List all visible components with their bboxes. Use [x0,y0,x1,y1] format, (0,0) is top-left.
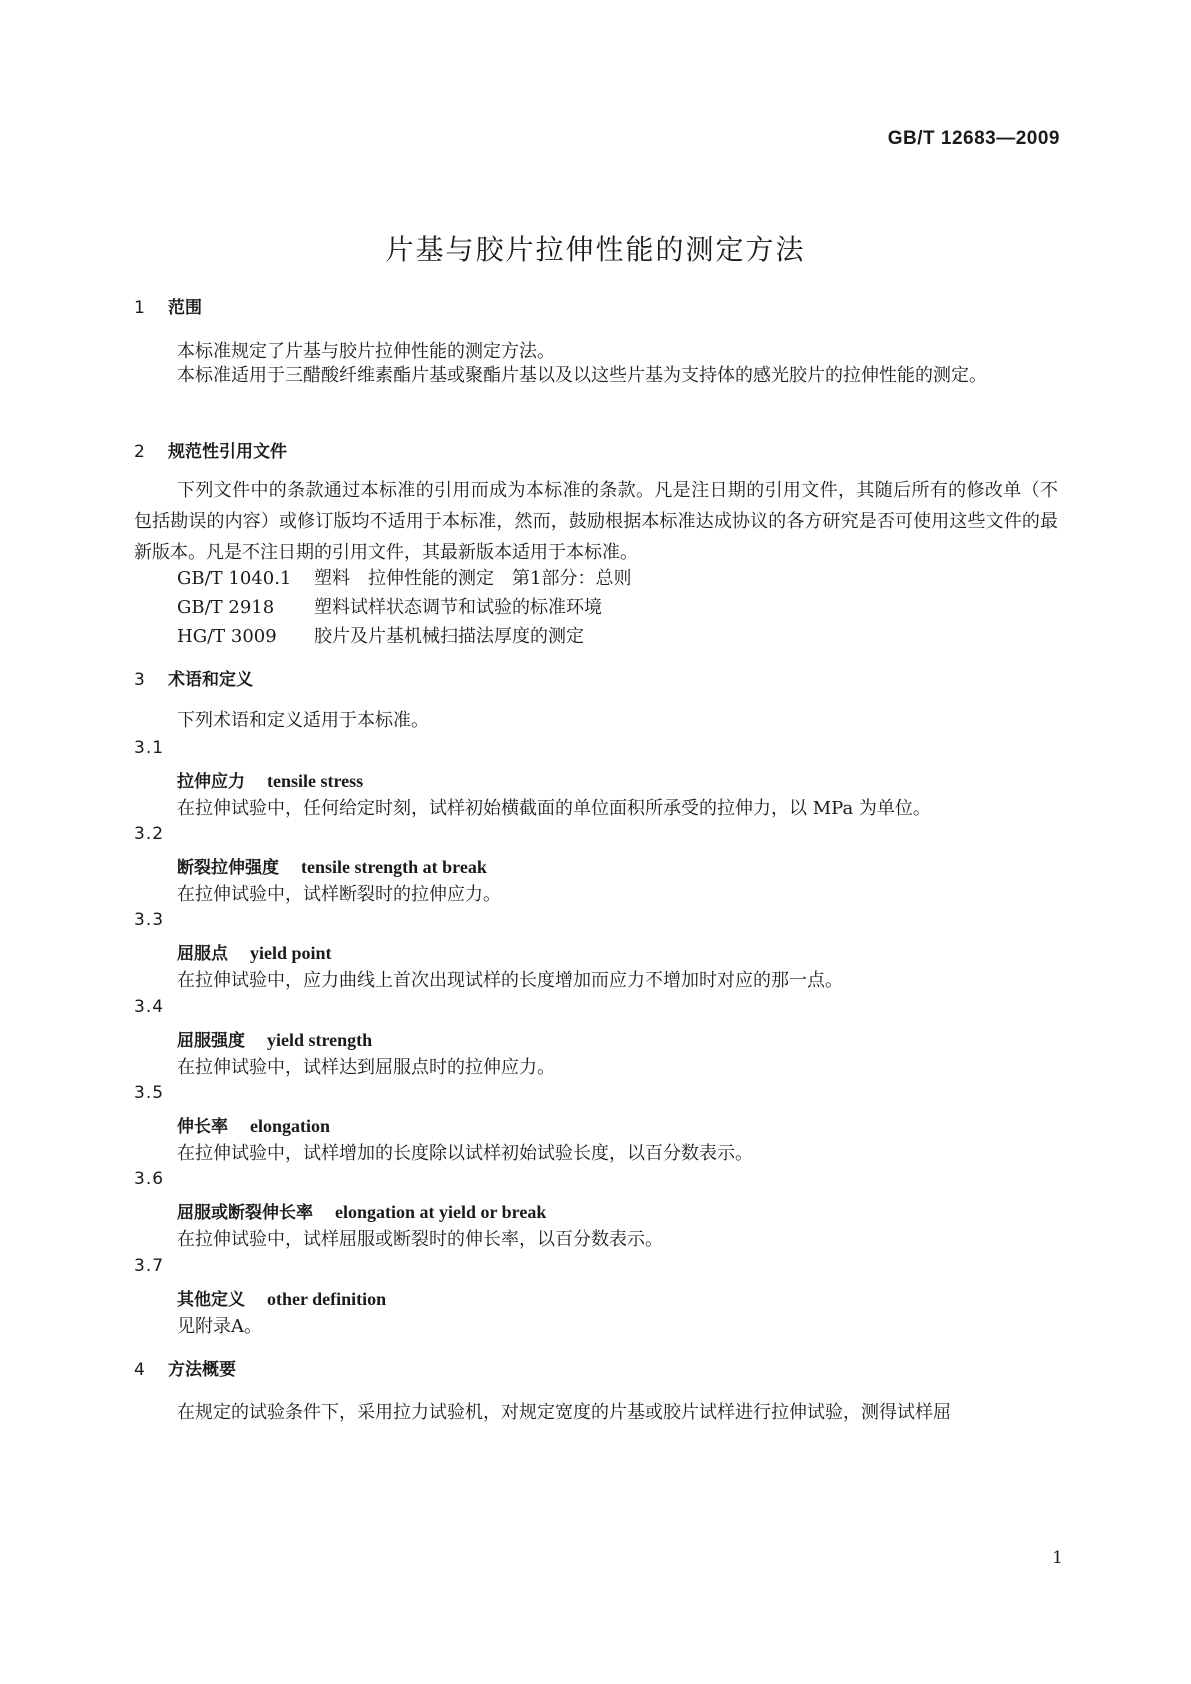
term-zh: 屈服或断裂伸长率 [177,1203,313,1223]
term-heading [177,939,332,964]
term-en: tensile strength at break [301,857,487,877]
reference-title: 胶片及片基机械扫描法厚度的测定 [314,626,584,647]
term-zh: 伸长率 [177,1117,228,1137]
term-zh: 屈服点 [177,944,228,964]
section-2-heading [134,437,287,462]
scope-paragraph-2: 本标准适用于三醋酸纤维素酯片基或聚酯片基以及以这些片基为支持体的感光胶片的拉伸性能的测定。 [177,365,987,386]
section-title: 范围 [168,298,202,318]
document-title: 片基与胶片拉伸性能的测定方法 [385,233,806,266]
term-number: 3.1 [134,738,165,758]
term-heading [177,1198,546,1223]
normative-intro: 下列文件中的条款通过本标准的引用而成为本标准的条款。凡是注日期的引用文件，其随后所有的修改单（不包括勘误的内容）或修订版均不适用于本标准，然而，鼓励根据本标准达成协议的各方研究是否可使用这些文件的最新版本。凡是不注日期的引用文件，其最新版本适用于本标准。 [134,480,1058,563]
term-en: elongation at yield or break [335,1202,547,1222]
term-definition: 在拉伸试验中，任何给定时刻，试样初始横截面的单位面积所承受的拉伸力，以 MPa 为单位。 [177,798,931,819]
section-title: 术语和定义 [168,670,253,690]
reference-item [177,622,584,648]
term-number: 3.7 [134,1256,165,1276]
term-number: 3.6 [134,1169,165,1189]
term-heading [177,1112,330,1137]
section-4-heading [134,1355,236,1380]
reference-item [177,564,631,590]
term-zh: 其他定义 [177,1290,245,1310]
reference-title: 塑料 拉伸性能的测定 第1部分：总则 [314,568,632,589]
section-number: 2 [134,442,145,462]
term-heading [177,767,363,792]
term-definition: 见附录A。 [177,1316,262,1337]
term-number: 3.4 [134,997,165,1017]
term-zh: 拉伸应力 [177,772,245,792]
term-number: 3.2 [134,824,165,844]
page-number: 1 [1052,1548,1063,1568]
section-1-heading [134,293,202,318]
reference-code: GB/T 1040.1 [177,568,292,589]
term-en: yield point [250,943,332,963]
term-number: 3.3 [134,910,165,930]
reference-code: GB/T 2918 [177,597,275,618]
term-en: yield strength [267,1030,373,1050]
term-definition: 在拉伸试验中，应力曲线上首次出现试样的长度增加而应力不增加时对应的那一点。 [177,970,843,991]
section-title: 规范性引用文件 [168,442,287,462]
term-definition: 在拉伸试验中，试样断裂时的拉伸应力。 [177,884,501,905]
method-paragraph: 在规定的试验条件下，采用拉力试验机，对规定宽度的片基或胶片试样进行拉伸试验，测得试样屈 [177,1402,951,1423]
term-heading [177,853,487,878]
reference-code: HG/T 3009 [177,626,277,647]
section-title: 方法概要 [168,1360,236,1380]
term-definition: 在拉伸试验中，试样达到屈服点时的拉伸应力。 [177,1057,555,1078]
term-en: elongation [250,1116,331,1136]
term-definition: 在拉伸试验中，试样屈服或断裂时的伸长率，以百分数表示。 [177,1229,663,1250]
term-en: tensile stress [267,771,364,791]
term-heading [177,1026,372,1051]
term-number: 3.5 [134,1083,165,1103]
scope-paragraph-1: 本标准规定了片基与胶片拉伸性能的测定方法。 [177,341,555,362]
reference-item [177,593,602,619]
section-3-heading [134,665,253,690]
terms-intro: 下列术语和定义适用于本标准。 [177,710,429,731]
standard-number: GB/T 12683—2009 [887,128,1060,149]
section-number: 3 [134,670,145,690]
term-definition: 在拉伸试验中，试样增加的长度除以试样初始试验长度，以百分数表示。 [177,1143,753,1164]
term-heading [177,1285,386,1310]
term-zh: 屈服强度 [177,1031,245,1051]
term-zh: 断裂拉伸强度 [177,858,279,878]
section-number: 4 [134,1360,145,1380]
term-en: other definition [267,1289,387,1309]
reference-title: 塑料试样状态调节和试验的标准环境 [314,597,602,618]
section-number: 1 [134,298,145,318]
